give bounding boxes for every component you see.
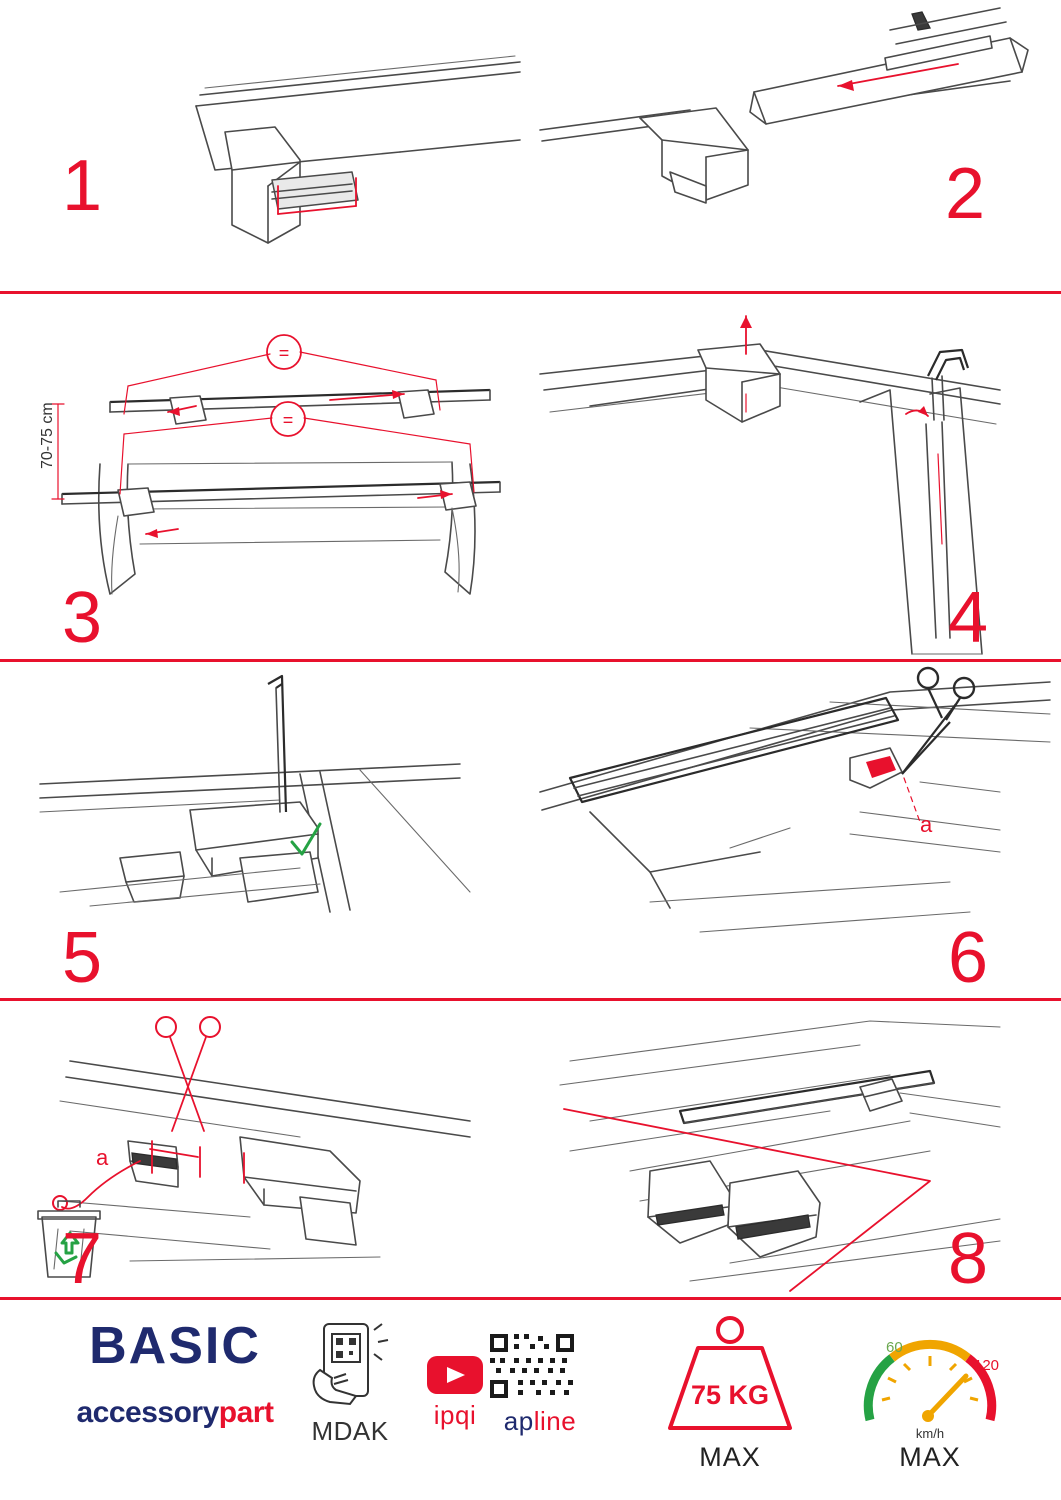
step-6-illustration — [540, 668, 1050, 932]
brand-block — [60, 1317, 290, 1430]
step-4-panel — [530, 294, 1061, 659]
logo-apline-label — [470, 1406, 610, 1437]
mdak-left: MD — [311, 1416, 353, 1446]
max-load-value: 75 KG — [690, 1380, 770, 1410]
step-6-marker-a: a — [920, 812, 933, 837]
step-1-illustration — [196, 56, 520, 243]
step-1-number: 1 — [62, 146, 103, 226]
max-load-label: MAX — [699, 1442, 761, 1472]
brand-primary: BASIC — [89, 1317, 261, 1375]
speed-tick-60: 60 — [886, 1339, 903, 1356]
step-3-number: 3 — [62, 578, 103, 658]
scissors-icon-red — [156, 1017, 220, 1131]
hand-phone-qr-icon — [290, 1320, 410, 1412]
step-5-panel — [0, 662, 530, 998]
brand-secondary-right: part — [218, 1396, 274, 1429]
qr-code-icon — [470, 1330, 610, 1402]
max-speed-label: MAX — [899, 1442, 961, 1472]
step-8-panel — [530, 1001, 1061, 1297]
apline-left: ap — [503, 1406, 534, 1436]
step-7-panel — [0, 1001, 530, 1297]
brand-secondary — [60, 1396, 290, 1430]
scissors-icon — [902, 668, 974, 774]
weight-icon — [640, 1312, 820, 1442]
mdak-mid: A — [352, 1416, 371, 1446]
step-3-illustration — [39, 335, 500, 594]
step-8-number: 8 — [948, 1219, 989, 1297]
step-7-marker-a: a — [96, 1145, 109, 1170]
step-6-number: 6 — [948, 918, 989, 998]
step-1-panel — [0, 0, 530, 291]
step-7-illustration — [38, 1017, 470, 1277]
max-load — [640, 1312, 820, 1473]
svg-text:=: = — [278, 343, 290, 363]
step-2-number: 2 — [945, 154, 986, 234]
step-2-panel — [530, 0, 1061, 291]
logo-mdak-label — [290, 1416, 410, 1447]
max-speed — [840, 1312, 1020, 1473]
step-4-illustration — [540, 316, 1000, 654]
mdak-right: K — [370, 1416, 389, 1446]
speedometer-icon — [840, 1312, 1020, 1442]
step-6-panel — [530, 662, 1061, 998]
logo-apline[interactable] — [470, 1330, 610, 1437]
footer — [0, 1300, 1061, 1500]
speed-unit: km/h — [915, 1426, 945, 1441]
step-5-illustration — [40, 676, 470, 912]
step-3-measure: 70-75 cm — [39, 402, 56, 469]
step-7-number: 7 — [62, 1219, 103, 1297]
step-3-panel — [0, 294, 530, 659]
brand-secondary-left: accessory — [76, 1396, 219, 1429]
step-8-illustration — [560, 1021, 1000, 1291]
apline-right: line — [533, 1406, 577, 1436]
logo-ipqi-label: ipqi — [433, 1400, 477, 1430]
svg-text:=: = — [282, 410, 294, 430]
speed-tick-120: 120 — [974, 1357, 1000, 1374]
logo-mdak[interactable] — [290, 1320, 410, 1447]
step-4-number: 4 — [948, 578, 989, 658]
step-5-number: 5 — [62, 918, 103, 998]
